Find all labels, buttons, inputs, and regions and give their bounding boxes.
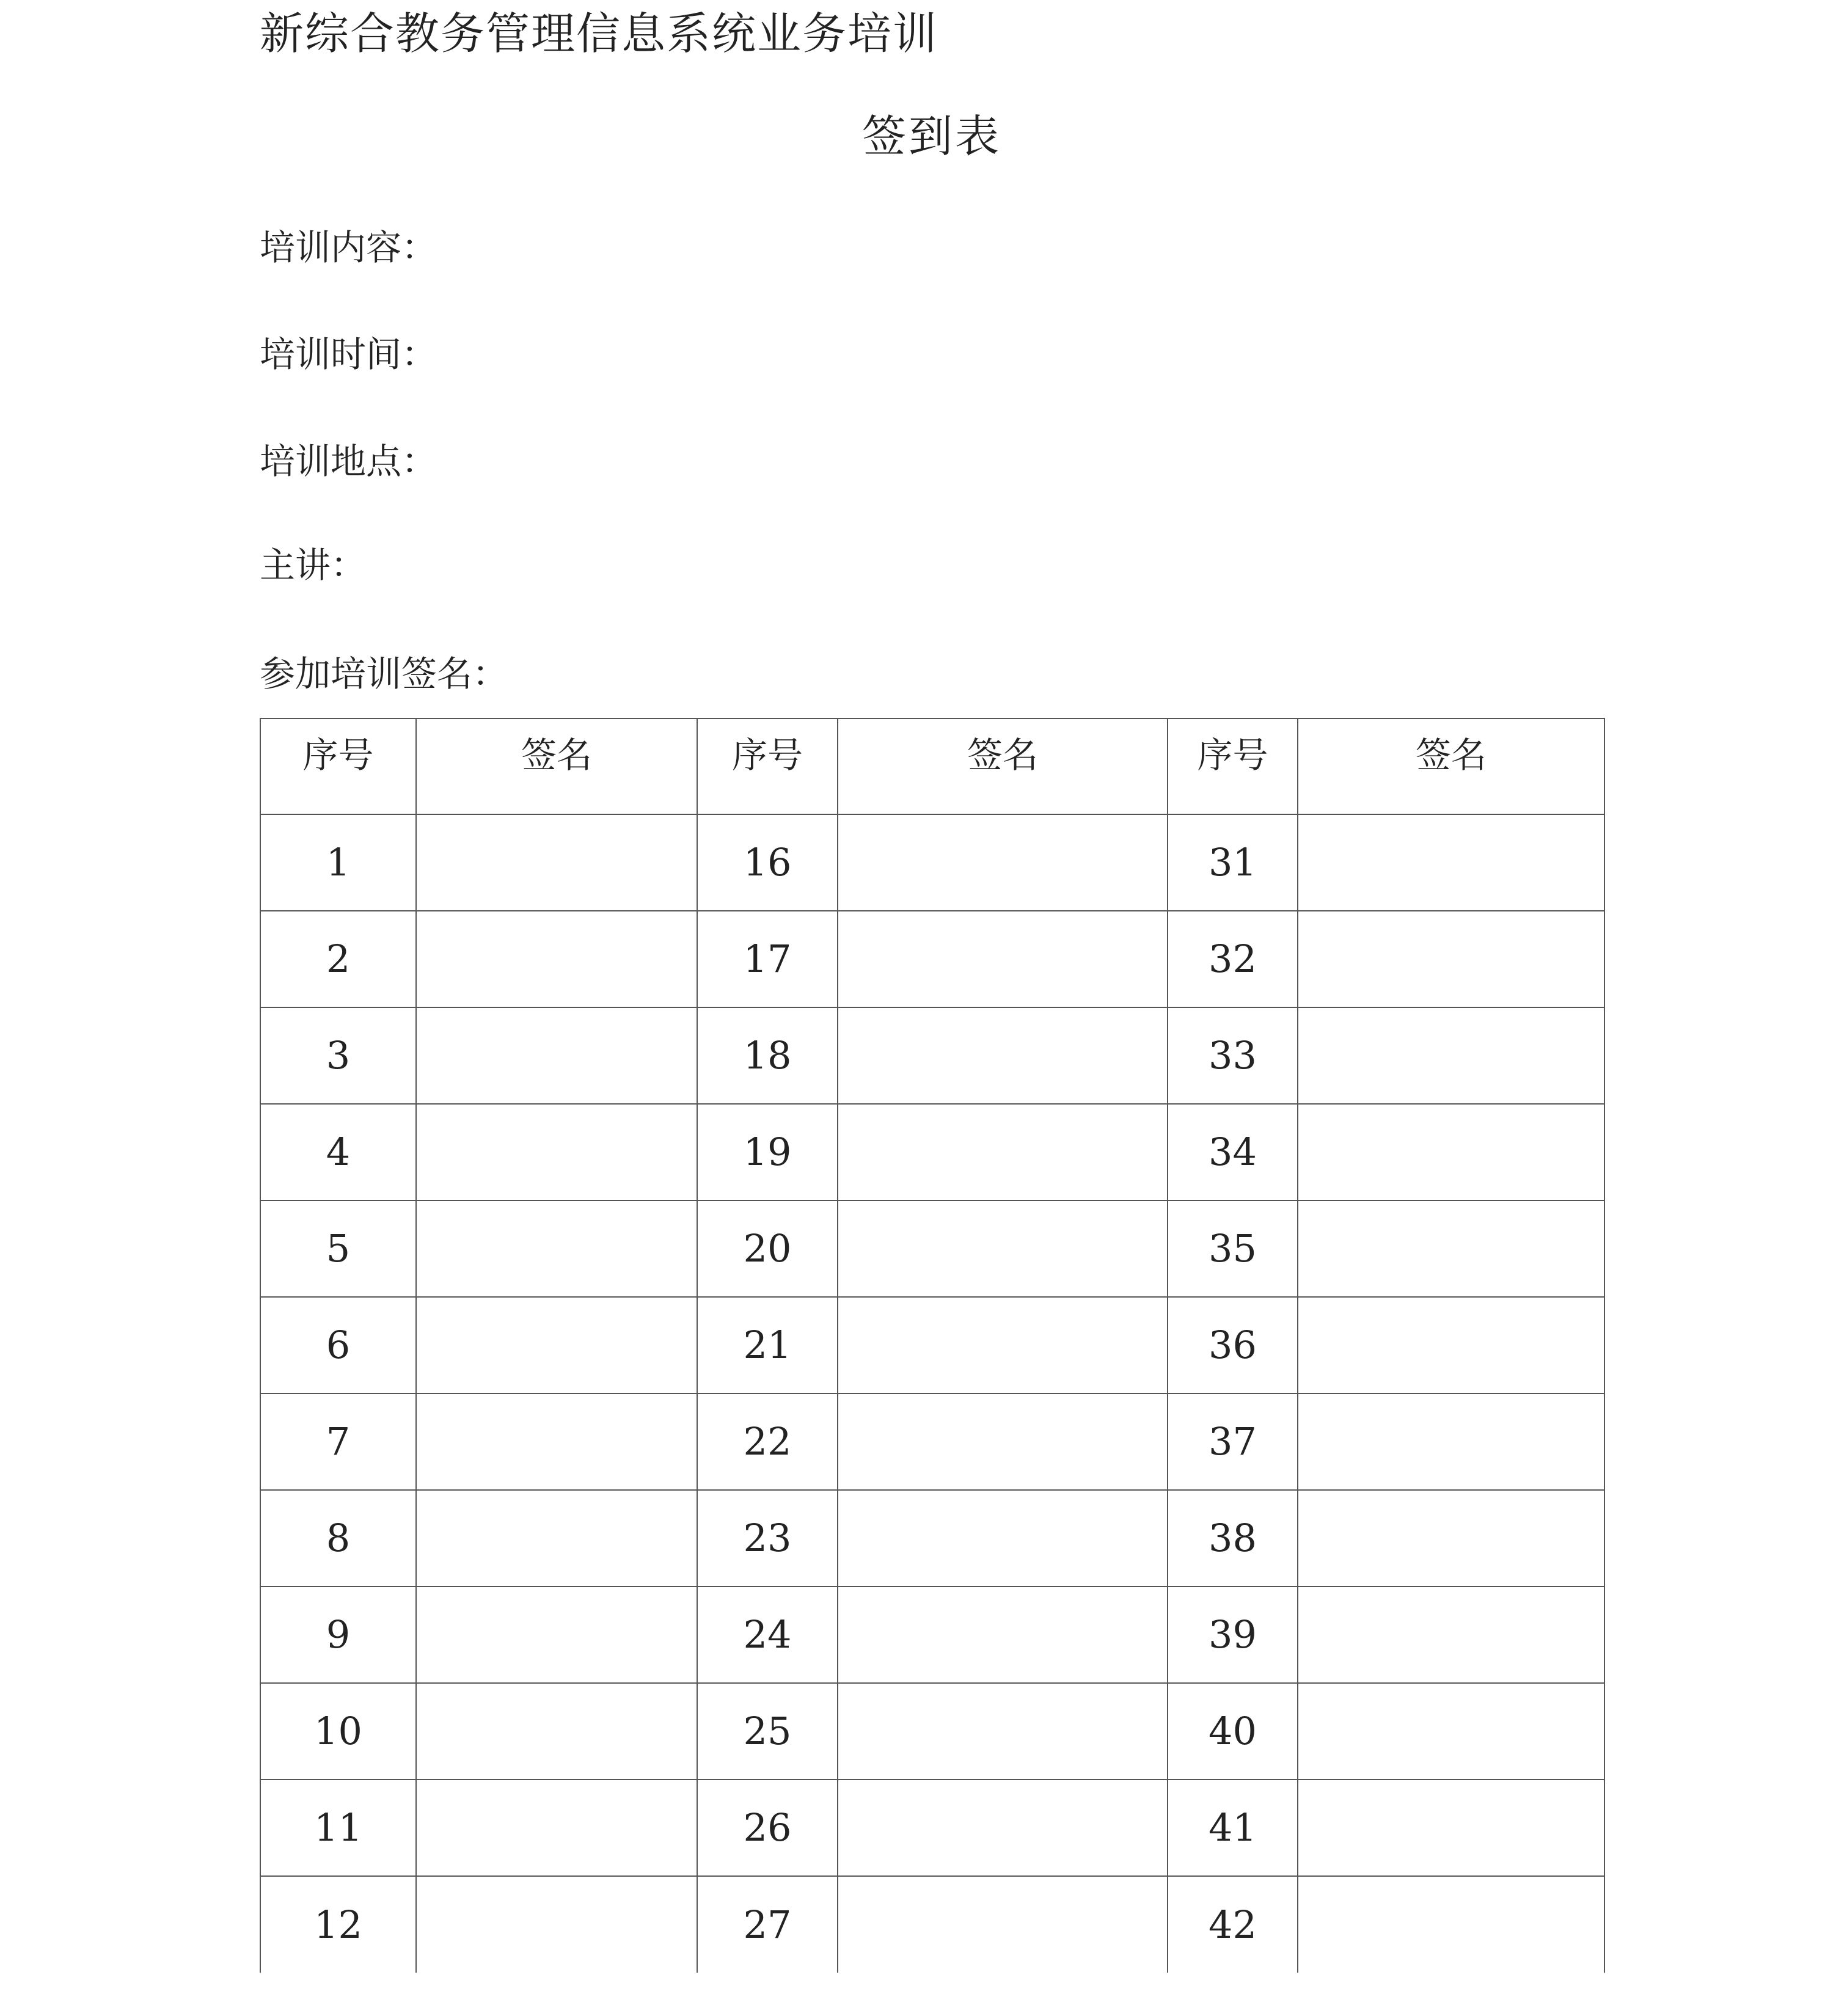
- table-row: [260, 1490, 1604, 1587]
- document-title: 新综合教务管理信息系统业务培训: [260, 8, 938, 59]
- seq-number-cell: 24: [697, 1587, 838, 1683]
- signature-cell[interactable]: [1298, 1490, 1604, 1587]
- table-row: [260, 1200, 1604, 1297]
- signature-cell[interactable]: [1298, 814, 1604, 911]
- seq-number-cell: 18: [697, 1007, 838, 1104]
- signature-cell[interactable]: [838, 911, 1168, 1007]
- seq-number-cell: 9: [260, 1587, 416, 1683]
- signature-cell[interactable]: [1298, 1876, 1604, 1973]
- signature-cell[interactable]: [1298, 1104, 1604, 1200]
- signature-cell[interactable]: [416, 1780, 697, 1876]
- signature-cell[interactable]: [838, 1393, 1168, 1490]
- document-subtitle: 签到表: [861, 111, 1001, 162]
- table-row: [260, 814, 1604, 911]
- table-row: [260, 1104, 1604, 1200]
- signature-cell[interactable]: [1298, 1780, 1604, 1876]
- signature-cell[interactable]: [416, 1393, 697, 1490]
- table-row: [260, 1587, 1604, 1683]
- seq-number-cell: 2: [260, 911, 416, 1007]
- header-signature-2: 签名: [838, 718, 1168, 814]
- signature-cell[interactable]: [416, 1297, 697, 1393]
- signature-cell[interactable]: [1298, 911, 1604, 1007]
- seq-number-cell: 27: [697, 1876, 838, 1973]
- seq-number-cell: 38: [1168, 1490, 1298, 1587]
- seq-number-cell: 37: [1168, 1393, 1298, 1490]
- signature-cell[interactable]: [1298, 1200, 1604, 1297]
- seq-number-cell: 6: [260, 1297, 416, 1393]
- seq-number-cell: 1: [260, 814, 416, 911]
- seq-number-cell: 34: [1168, 1104, 1298, 1200]
- seq-number-cell: 10: [260, 1683, 416, 1780]
- header-seq-1: 序号: [260, 718, 416, 814]
- signature-cell[interactable]: [416, 1587, 697, 1683]
- seq-number-cell: 33: [1168, 1007, 1298, 1104]
- table-header-row: [260, 718, 1604, 814]
- field-training-content: 培训内容：: [260, 227, 437, 268]
- seq-number-cell: 3: [260, 1007, 416, 1104]
- seq-number-cell: 22: [697, 1393, 838, 1490]
- seq-number-cell: 40: [1168, 1683, 1298, 1780]
- seq-number-cell: 26: [697, 1780, 838, 1876]
- seq-number-cell: 41: [1168, 1780, 1298, 1876]
- signature-cell[interactable]: [416, 1876, 697, 1973]
- signature-cell[interactable]: [416, 1200, 697, 1297]
- table-row: [260, 911, 1604, 1007]
- signature-cell[interactable]: [838, 1683, 1168, 1780]
- header-seq-3: 序号: [1168, 718, 1298, 814]
- seq-number-cell: 17: [697, 911, 838, 1007]
- seq-number-cell: 36: [1168, 1297, 1298, 1393]
- signature-cell[interactable]: [416, 1683, 697, 1780]
- signin-table: [260, 718, 1605, 1973]
- field-training-location: 培训地点：: [260, 440, 437, 482]
- signature-cell[interactable]: [838, 1200, 1168, 1297]
- table-row: [260, 1780, 1604, 1876]
- signature-cell[interactable]: [838, 1490, 1168, 1587]
- signature-cell[interactable]: [838, 814, 1168, 911]
- signature-cell[interactable]: [838, 1007, 1168, 1104]
- seq-number-cell: 12: [260, 1876, 416, 1973]
- seq-number-cell: 35: [1168, 1200, 1298, 1297]
- signature-cell[interactable]: [838, 1780, 1168, 1876]
- table-row: [260, 1876, 1604, 1973]
- table-row: [260, 1297, 1604, 1393]
- signature-cell[interactable]: [1298, 1587, 1604, 1683]
- header-signature-3: 签名: [1298, 718, 1604, 814]
- signature-cell[interactable]: [1298, 1297, 1604, 1393]
- seq-number-cell: 7: [260, 1393, 416, 1490]
- field-training-time: 培训时间：: [260, 334, 437, 375]
- table-row: [260, 1007, 1604, 1104]
- header-seq-2: 序号: [697, 718, 838, 814]
- signature-cell[interactable]: [416, 1007, 697, 1104]
- table-row: [260, 1393, 1604, 1490]
- seq-number-cell: 20: [697, 1200, 838, 1297]
- seq-number-cell: 42: [1168, 1876, 1298, 1973]
- seq-number-cell: 23: [697, 1490, 838, 1587]
- seq-number-cell: 39: [1168, 1587, 1298, 1683]
- signature-cell[interactable]: [1298, 1683, 1604, 1780]
- signature-cell[interactable]: [416, 911, 697, 1007]
- signature-cell[interactable]: [416, 814, 697, 911]
- seq-number-cell: 19: [697, 1104, 838, 1200]
- signature-cell[interactable]: [838, 1876, 1168, 1973]
- signature-cell[interactable]: [416, 1490, 697, 1587]
- seq-number-cell: 31: [1168, 814, 1298, 911]
- signature-cell[interactable]: [1298, 1393, 1604, 1490]
- signature-cell[interactable]: [838, 1587, 1168, 1683]
- header-signature-1: 签名: [416, 718, 697, 814]
- seq-number-cell: 4: [260, 1104, 416, 1200]
- field-speaker: 主讲：: [260, 544, 367, 586]
- signature-cell[interactable]: [416, 1104, 697, 1200]
- seq-number-cell: 11: [260, 1780, 416, 1876]
- seq-number-cell: 25: [697, 1683, 838, 1780]
- table-row: [260, 1683, 1604, 1780]
- signature-cell[interactable]: [838, 1297, 1168, 1393]
- seq-number-cell: 5: [260, 1200, 416, 1297]
- seq-number-cell: 32: [1168, 911, 1298, 1007]
- signature-cell[interactable]: [838, 1104, 1168, 1200]
- seq-number-cell: 21: [697, 1297, 838, 1393]
- signature-cell[interactable]: [1298, 1007, 1604, 1104]
- field-attendee-signatures: 参加培训签名：: [260, 653, 508, 695]
- seq-number-cell: 8: [260, 1490, 416, 1587]
- seq-number-cell: 16: [697, 814, 838, 911]
